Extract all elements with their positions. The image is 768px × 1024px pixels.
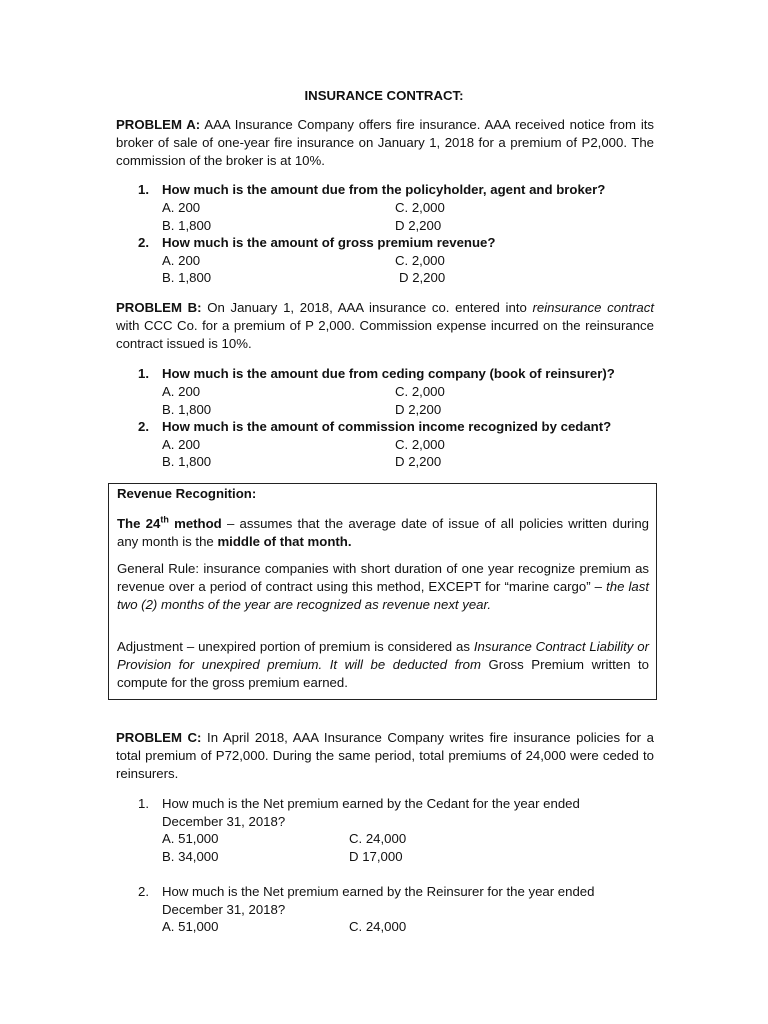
question-number: 1.	[138, 182, 149, 197]
revenue-recognition-box	[108, 483, 657, 700]
question-text-cont: December 31, 2018?	[162, 814, 286, 829]
method-bold-end: middle of that month.	[217, 534, 352, 549]
option-c: C. 2,000	[395, 384, 445, 399]
problem-a-label: PROBLEM A:	[116, 117, 201, 132]
method-text: – assumes that the average date of issue of all policies written during any month is the	[117, 516, 650, 549]
rule-text: General Rule: insurance companies with short duration of one year recognize premium as revenue over a period of contract using this method, EXCEPT for “marine cargo” –	[117, 561, 649, 594]
option-a: A. 51,000	[162, 831, 219, 846]
option-a: A. 51,000	[162, 919, 219, 934]
option-b: B. 34,000	[162, 849, 219, 864]
adjustment-italic: Insurance Contract Liability or Provision for unexpired premium. It will be deducted from	[117, 639, 649, 672]
question-text: How much is the amount of commission income recognized by cedant?	[162, 419, 612, 434]
question-number: 2.	[138, 235, 149, 250]
problem-b-text-2: with CCC Co. for a premium of P 2,000. Commission expense incurred on the reinsurance contract issued is 10%.	[116, 318, 654, 351]
box-heading: Revenue Recognition:	[117, 486, 257, 501]
problem-c-text: In April 2018, AAA Insurance Company writes fire insurance policies for a total premium of P72,000. During the same period, total premiums of 24,000 were ceded to reinsurers.	[116, 730, 654, 781]
option-d: D 2,200	[395, 454, 442, 469]
method-label: The 24	[117, 516, 161, 531]
problem-b-question-1	[138, 365, 668, 383]
problem-b-label: PROBLEM B:	[116, 300, 202, 315]
option-a: A. 200	[162, 200, 201, 215]
option-b: B. 1,800	[162, 402, 212, 417]
rule-italic: the last two (2) months of the year are recognized as revenue next year.	[117, 579, 649, 612]
question-number: 2.	[138, 884, 149, 899]
general-rule-paragraph	[117, 560, 649, 614]
option-c: C. 2,000	[395, 253, 445, 268]
option-d: D 2,200	[395, 218, 442, 233]
question-text: How much is the Net premium earned by the Reinsurer for the year ended	[162, 884, 595, 899]
problem-b-text: On January 1, 2018, AAA insurance co. entered into	[207, 300, 527, 315]
question-text: How much is the amount of gross premium revenue?	[162, 235, 496, 250]
problem-b-question-2	[138, 418, 668, 436]
question-text: How much is the amount due from the policyholder, agent and broker?	[162, 182, 606, 197]
option-c: C. 24,000	[349, 919, 407, 934]
page-title: INSURANCE CONTRACT:	[304, 88, 464, 103]
problem-c-label: PROBLEM C:	[116, 730, 202, 745]
method-sup: th	[160, 514, 169, 525]
problem-a-paragraph	[116, 116, 654, 170]
option-a: A. 200	[162, 437, 201, 452]
option-b: B. 1,800	[162, 270, 212, 285]
option-b: B. 1,800	[162, 454, 212, 469]
option-c: C. 24,000	[349, 831, 407, 846]
problem-a-question-1	[138, 181, 668, 199]
option-d: D 2,200	[399, 270, 446, 285]
question-number: 1.	[138, 796, 149, 811]
problem-b-italic: reinsurance contract	[532, 300, 655, 315]
option-c: C. 2,000	[395, 200, 445, 215]
option-b: B. 1,800	[162, 218, 212, 233]
method-label-post: method	[174, 516, 222, 531]
adjustment-paragraph	[117, 638, 649, 692]
question-text: How much is the Net premium earned by the Cedant for the year ended	[162, 796, 580, 811]
problem-a-text: AAA Insurance Company offers fire insurance. AAA received notice from its broker of sale of one-year fire insurance on January 1, 2018 for a premium of P2,000. The commission of the broker is at 10%.	[116, 117, 655, 168]
method-paragraph	[117, 515, 649, 551]
adjustment-text: Adjustment – unexpired portion of premium is considered as	[117, 639, 470, 654]
option-d: D 17,000	[349, 849, 403, 864]
problem-c-question-2	[138, 883, 638, 919]
problem-c-paragraph	[116, 729, 654, 783]
adjustment-end: Gross Premium written to compute for the gross premium earned.	[117, 657, 650, 690]
option-a: A. 200	[162, 384, 201, 399]
problem-b-paragraph	[116, 299, 654, 353]
problem-c-question-1	[138, 795, 638, 831]
question-text: How much is the amount due from ceding company (book of reinsurer)?	[162, 366, 615, 381]
question-number: 2.	[138, 419, 149, 434]
option-d: D 2,200	[395, 402, 442, 417]
question-number: 1.	[138, 366, 149, 381]
option-c: C. 2,000	[395, 437, 445, 452]
option-a: A. 200	[162, 253, 201, 268]
problem-a-question-2	[138, 234, 668, 252]
question-text-cont: December 31, 2018?	[162, 902, 286, 917]
